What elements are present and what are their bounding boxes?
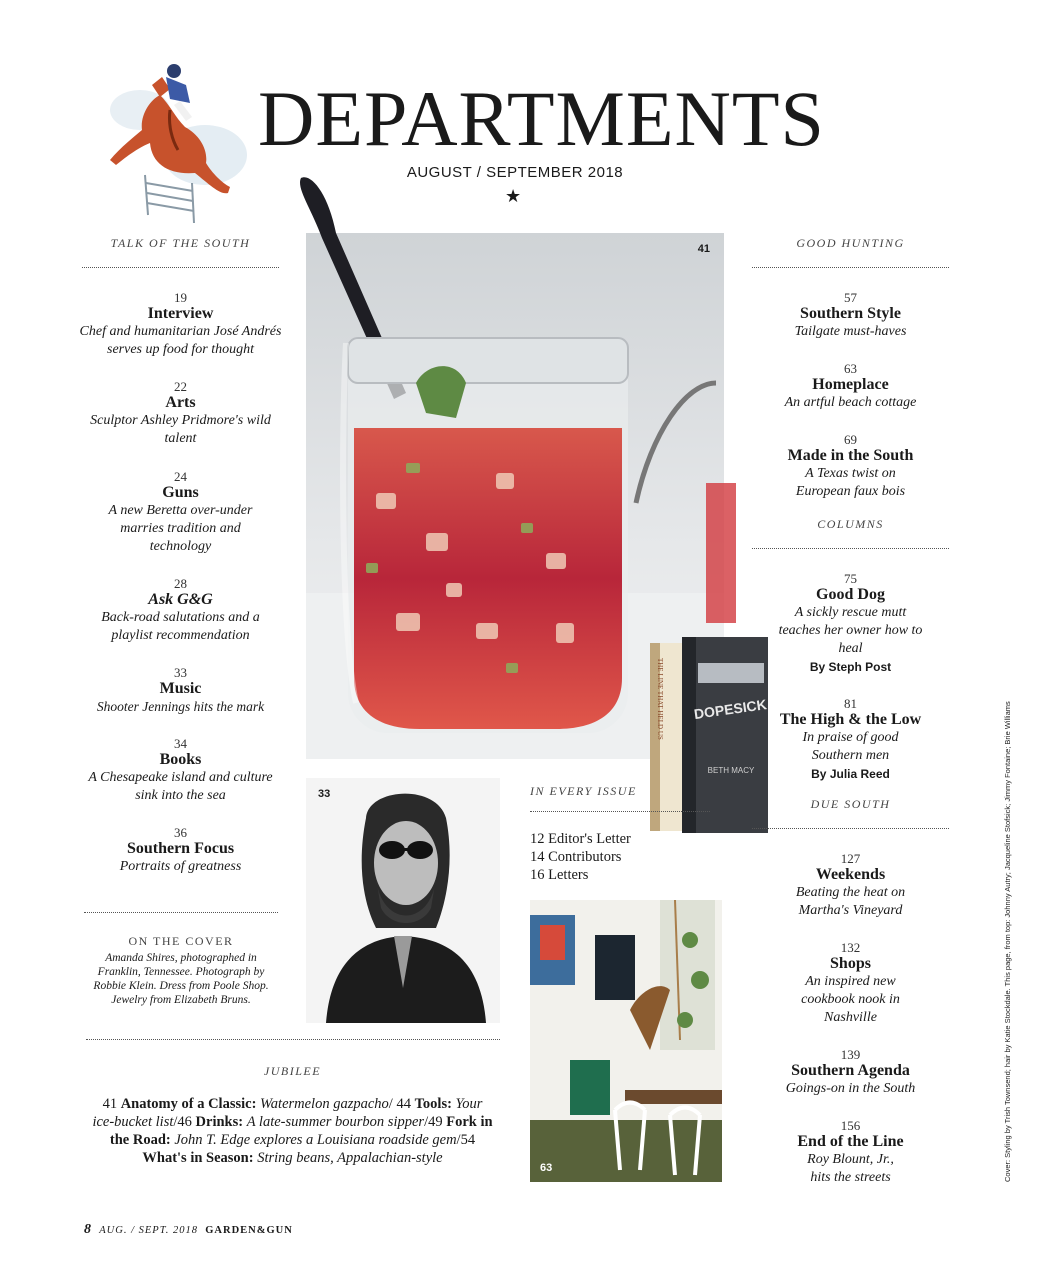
entry-description: Roy Blount, Jr., hits the streets <box>807 1152 894 1185</box>
entry-title: Southern Style <box>800 305 901 322</box>
byline: By Steph Post <box>809 660 892 674</box>
section-label: GOOD HUNTING <box>796 236 905 250</box>
every-issue-item[interactable]: 14 Contributors <box>530 849 622 865</box>
page-number: 69 <box>844 432 857 447</box>
jubilee-item-desc: John T. Edge explores a Louisiana roadside gem <box>174 1132 457 1148</box>
cover-note-label: ON THE COVER <box>128 934 234 948</box>
entry-description: Back-road salutations and a playlist recommendation <box>101 610 260 643</box>
page-number: 46 <box>177 1114 192 1130</box>
toc-entry-high-and-low[interactable] <box>748 696 953 783</box>
entry-description: A Chesapeake island and culture sink into the sea <box>88 770 273 803</box>
dotted-divider <box>86 1039 500 1040</box>
section-label: COLUMNS <box>817 517 884 531</box>
book-title-back: THE LINE THAT HELD US <box>656 658 664 740</box>
cover-note <box>86 934 276 1007</box>
dotted-divider <box>84 912 278 913</box>
entry-title: Weekends <box>815 866 886 883</box>
entry-description: Sculptor Ashley Pridmore's wild talent <box>90 413 271 446</box>
entry-description: Chef and humanitarian José Andrés serves up food for thought <box>79 324 282 357</box>
star-icon: ★ <box>505 186 522 207</box>
page-number: 127 <box>840 851 861 866</box>
toc-entry-arts[interactable] <box>78 379 283 448</box>
entry-description: An artful beach cottage <box>784 395 917 410</box>
footer-magazine: GARDEN&GUN <box>205 1225 293 1236</box>
shooter-jennings-photo[interactable] <box>306 778 500 1023</box>
every-issue-item[interactable]: 12 Editor's Letter <box>530 831 631 847</box>
dotted-divider <box>752 548 949 549</box>
footer-date: AUG. / SEPT. 2018 <box>99 1225 199 1236</box>
folio-page-number: 8 <box>84 1222 92 1237</box>
jubilee-item-title: Anatomy of a Classic: <box>120 1096 257 1112</box>
photo-page-number: 63 <box>540 1162 553 1174</box>
page-footer <box>84 1222 293 1238</box>
entry-description: A new Beretta over-under marries tradition and technology <box>108 503 253 554</box>
jubilee-item[interactable] <box>103 1096 389 1112</box>
dotted-divider <box>752 828 949 829</box>
toc-entry-guns[interactable] <box>78 469 283 556</box>
entry-description: A Texas twist on European faux bois <box>795 466 906 499</box>
entry-description: Shooter Jennings hits the mark <box>96 699 265 714</box>
jubilee-item-desc: Watermelon gazpacho <box>260 1096 389 1112</box>
section-label: DUE SOUTH <box>810 797 891 811</box>
toc-entry-interview[interactable] <box>78 290 283 359</box>
page-number: 28 <box>174 576 187 591</box>
toc-entry-ask-gg[interactable] <box>78 576 283 645</box>
gazpacho-photo[interactable] <box>306 233 768 775</box>
toc-entry-made-in-the-south[interactable] <box>748 432 953 501</box>
page-number: 44 <box>396 1096 411 1112</box>
right-column <box>748 236 953 1207</box>
entry-title: Interview <box>147 305 214 322</box>
in-every-issue-section <box>530 784 710 884</box>
page-number: 41 <box>102 1096 118 1112</box>
toc-entry-music[interactable] <box>78 665 283 716</box>
page-number: 34 <box>174 736 187 751</box>
page-number: 24 <box>174 469 187 484</box>
every-issue-item[interactable]: 16 Letters <box>530 867 589 883</box>
entry-title: Southern Agenda <box>791 1062 910 1079</box>
toc-entry-homeplace[interactable] <box>748 361 953 412</box>
entry-description: Goings-on in the South <box>785 1081 916 1096</box>
page-number: 22 <box>174 379 187 394</box>
jubilee-item-desc: Your ice-bucket list <box>92 1096 483 1130</box>
page-number: 63 <box>844 361 857 376</box>
page-number: 156 <box>840 1118 861 1133</box>
entry-title: Books <box>159 751 202 768</box>
entry-title: Ask G&G <box>148 591 213 608</box>
entry-title: Made in the South <box>787 447 914 464</box>
jubilee-list: 41 Anatomy of a Classic: Watermelon gazpacho/ 44 Tools: Your ice-bucket list/46 Drinks: A late-summer bourbon sipper/49 Fork in the Road: John T. Edge explores a Louisiana roadside gem/54 What's in Season: String beans, Appalachian-style <box>92 1096 493 1166</box>
jubilee-item-title: Drinks: <box>195 1114 244 1130</box>
photo-page-number: 33 <box>318 788 331 800</box>
section-label: IN EVERY ISSUE <box>530 784 637 798</box>
entry-description: Beating the heat on Martha's Vineyard <box>795 885 906 918</box>
jubilee-item-desc: A late-summer bourbon sipper <box>246 1114 425 1130</box>
page-number: 132 <box>840 940 861 955</box>
book-author-front: BETH MACY <box>707 766 755 775</box>
toc-entry-southern-agenda[interactable] <box>748 1047 953 1098</box>
beach-cottage-photo[interactable] <box>530 900 722 1182</box>
toc-entry-southern-style[interactable] <box>748 290 953 341</box>
jubilee-item-title: What's in Season: <box>142 1150 254 1166</box>
toc-entry-books[interactable] <box>78 736 283 805</box>
page-number: 49 <box>428 1114 443 1130</box>
photo-credit: Cover: Styling by Trish Townsend; hair by Katie Stockdale. This page, from top: Johnny Autry; Jacqueline Stofsick; Jimmy Fontaine; Brie Williams <box>1003 701 1012 1182</box>
page-title: DEPARTMENTS <box>258 75 825 162</box>
toc-entry-end-of-the-line[interactable] <box>748 1118 953 1187</box>
page-number: 75 <box>844 571 857 586</box>
page-number: 81 <box>844 696 857 711</box>
entry-title: Good Dog <box>816 586 885 603</box>
entry-title: Shops <box>830 955 871 972</box>
entry-description: Portraits of greatness <box>119 859 242 874</box>
entry-title: Homeplace <box>812 376 889 393</box>
cover-note-text: Amanda Shires, photographed in Franklin, Tennessee. Photograph by Robbie Klein. Dress from Poole Shop. Jewelry from Elizabeth Bruns. <box>93 952 269 1006</box>
page-number: 33 <box>174 665 187 680</box>
jubilee-section <box>90 1064 495 1167</box>
page-number: 54 <box>460 1132 476 1148</box>
entry-title: Arts <box>165 394 196 411</box>
toc-entry-shops[interactable] <box>748 940 953 1027</box>
photo-page-number: 41 <box>697 243 710 255</box>
section-label: JUBILEE <box>263 1064 322 1078</box>
entry-description: In praise of good Southern men <box>802 730 899 763</box>
entry-description: Tailgate must-haves <box>794 324 907 339</box>
toc-entry-southern-focus[interactable] <box>78 825 283 876</box>
toc-entry-good-dog[interactable] <box>748 571 953 676</box>
talk-of-the-south-section <box>78 236 283 896</box>
entry-title: Southern Focus <box>126 840 235 857</box>
page-number: 57 <box>844 290 857 305</box>
book-title-front: DOPESICK <box>692 696 768 723</box>
entry-description: An inspired new cookbook nook in Nashville <box>801 974 900 1025</box>
jubilee-item-title: Tools: <box>414 1096 452 1112</box>
jubilee-item-desc: String beans, Appalachian-style <box>257 1150 443 1166</box>
dotted-divider <box>530 811 710 812</box>
jockey-horse-illustration <box>100 55 250 230</box>
page-number: 139 <box>840 1047 861 1062</box>
entry-description: A sickly rescue mutt teaches her owner how to heal <box>778 605 923 656</box>
entry-title: End of the Line <box>797 1133 904 1150</box>
dotted-divider <box>752 267 949 268</box>
entry-title: The High & the Low <box>779 711 922 728</box>
toc-entry-weekends[interactable] <box>748 851 953 920</box>
page-number: 19 <box>174 290 187 305</box>
jubilee-item-title: Fork in the Road: <box>109 1114 493 1148</box>
dotted-divider <box>82 267 279 268</box>
entry-title: Music <box>159 680 202 697</box>
issue-date: AUGUST / SEPTEMBER 2018 <box>406 164 624 181</box>
entry-title: Guns <box>162 484 199 501</box>
section-label: TALK OF THE SOUTH <box>110 236 251 250</box>
jubilee-item[interactable] <box>177 1114 424 1130</box>
page-number: 36 <box>174 825 187 840</box>
byline: By Julia Reed <box>811 767 890 781</box>
